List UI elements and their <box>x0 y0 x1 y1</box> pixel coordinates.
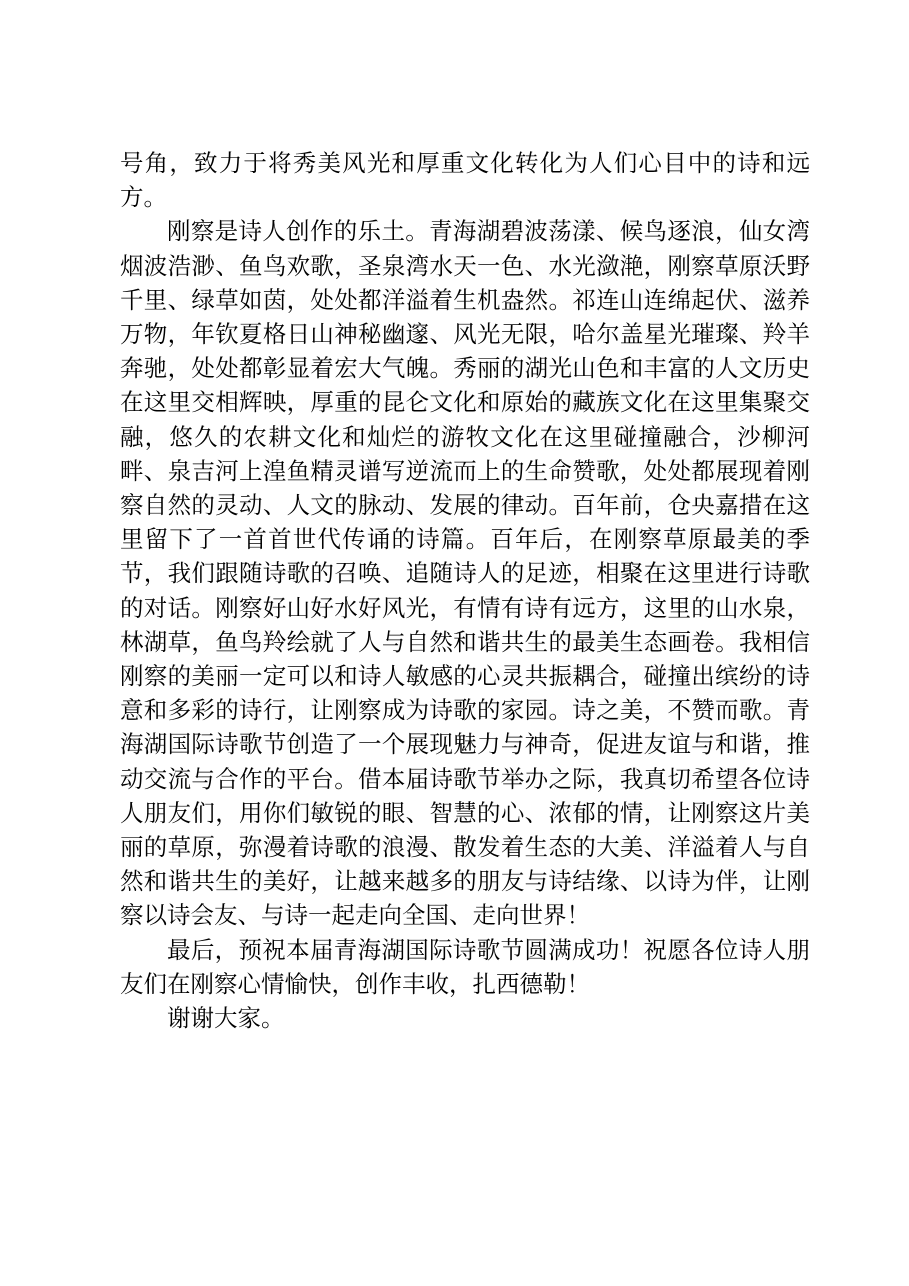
paragraph-gangcha-poetry: 刚察是诗人创作的乐土。青海湖碧波荡漾、候鸟逐浪，仙女湾烟波浩渺、鱼鸟欢歌，圣泉湾水天一色、水光潋滟，刚察草原沃野千里、绿草如茵，处处都洋溢着生机盎然。祁连山连绵起伏、滋养万物，年钦夏格日山神秘幽邃、风光无限，哈尔盖星光璀璨、羚羊奔驰，处处都彰显着宏大气魄。秀丽的湖光山色和丰富的人文历史在这里交相辉映，厚重的昆仑文化和原始的藏族文化在这里集聚交融，悠久的农耕文化和灿烂的游牧文化在这里碰撞融合，沙柳河畔、泉吉河上湟鱼精灵谱写逆流而上的生命赞歌，处处都展现着刚察自然的灵动、人文的脉动、发展的律动。百年前，仓央嘉措在这里留下了一首首世代传诵的诗篇。百年后，在刚察草原最美的季节，我们跟随诗歌的召唤、追随诗人的足迹，相聚在这里进行诗歌的对话。刚察好山好水好风光，有情有诗有远方，这里的山水泉，林湖草，鱼鸟羚绘就了人与自然和谐共生的最美生态画卷。我相信刚察的美丽一定可以和诗人敏感的心灵共振耦合，碰撞出缤纷的诗意和多彩的诗行，让刚察成为诗歌的家园。诗之美，不赞而歌。青海湖国际诗歌节创造了一个展现魅力与神奇，促进友谊与和谐，推动交流与合作的平台。借本届诗歌节举办之际，我真切希望各位诗人朋友们，用你们敏锐的眼、智慧的心、浓郁的情，让刚察这片美丽的草原，弥漫着诗歌的浪漫、散发着生态的大美、洋溢着人与自然和谐共生的美好，让越来越多的朋友与诗结缘、以诗为伴，让刚察以诗会友、与诗一起走向全国、走向世界！ <box>120 217 810 930</box>
paragraph-closing-wishes: 最后，预祝本届青海湖国际诗歌节圆满成功！祝愿各位诗人朋友们在刚察心情愉快，创作丰收，扎西德勒！ <box>120 935 810 998</box>
document-page <box>120 146 810 1035</box>
paragraph-thanks: 谢谢大家。 <box>167 1004 285 1033</box>
paragraph-continuation: 号角，致力于将秀美风光和厚重文化转化为人们心目中的诗和远方。 <box>120 149 810 212</box>
